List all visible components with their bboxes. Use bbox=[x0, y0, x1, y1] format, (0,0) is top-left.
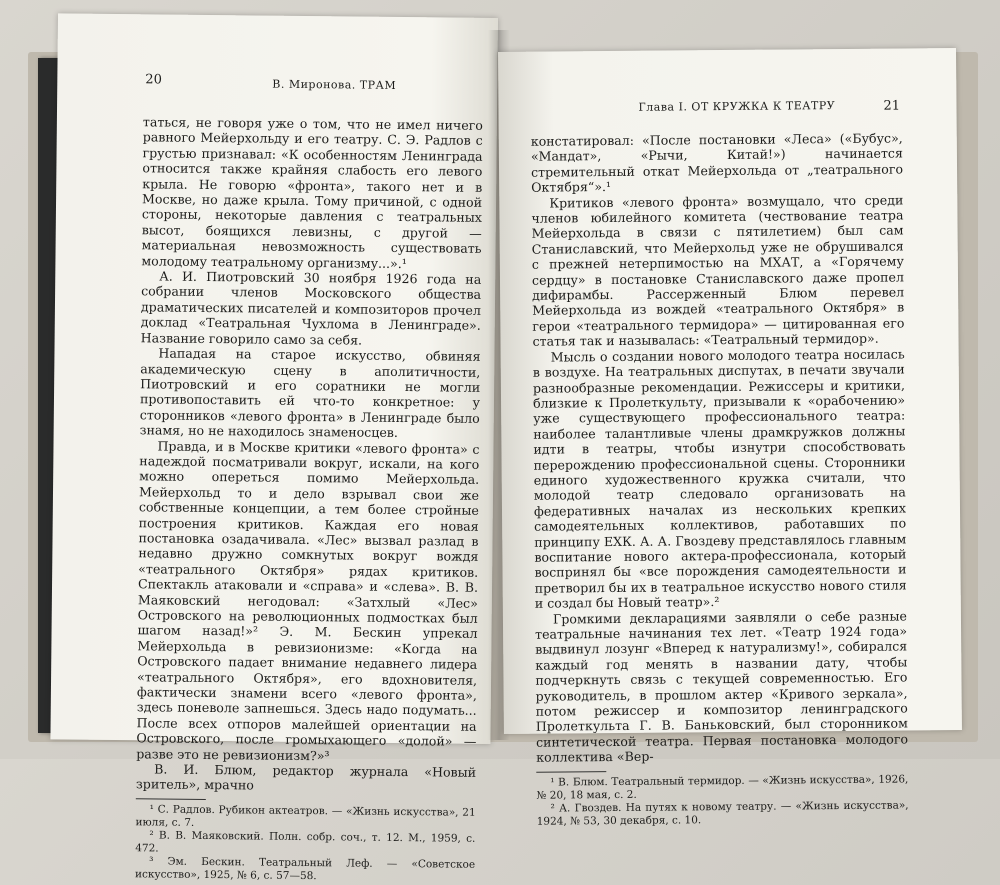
footnote: ¹ С. Радлов. Рубикон актеатров. — «Жизнь искусства», 21 июля, с. 7. bbox=[135, 803, 476, 829]
paragraph: В. И. Блюм, редактор журнала «Новый зритель», мрачно bbox=[135, 761, 477, 793]
paragraph: Критиков «левого фронта» возмущало, что среди членов юбилейного комитета (чествование театра Мейерхольда в связи с пятилетием) был сам Станиславский, что Мейерхольд уже не обрушивался с прежней нетерпимостью на МХАТ, а «Горячему сердцу» в постановке Станиславского даже пропел дифирамбы. Рассерженный Блюм перевел Мейерхольда из вождей «театрального Октября» в герои «театрального термидора» — цитированная его статья так и называлась: «Театральный термидор». bbox=[531, 192, 905, 349]
right-text-block bbox=[531, 130, 909, 828]
paragraph: А. И. Пиотровский 30 ноября 1926 года на собрании членов Московского общества драматических писателей и композиторов прочел доклад «Театральная Чухлома в Ленинграде». Название говорило само за себя. bbox=[140, 268, 482, 348]
left-page bbox=[50, 13, 498, 883]
footnote-rule bbox=[136, 798, 206, 800]
paragraph: Мысль о создании нового молодого театра носилась в воздухе. На театральных диспутах, в печати звучали разнообразные рекомендации. Режиссеры и критики, близкие к Пролеткульту, призывали к «орабочению» уже существующего профессионального театра: наиболее талантливые члены драмкружков должны идти в театры, чтобы изнутри способствовать перерождению профессиональной сцены. Сторонники единого художественного кружка считали, что молодой театр следовало организовать на федеративных началах из нескольких крепких самодеятельных коллективов, работавших по принципу ЕХК. А. А. Гвоздеву представлялось главным воспитание нового актера-профессионала, который воспринял бы «все порождения самодеятельности и претворил бы их в театральное искусство нового стиля и создал бы Новый театр».² bbox=[532, 346, 907, 611]
footnote-rule bbox=[536, 771, 606, 773]
paragraph: Громкими декларациями заявляли о себе разные театральные начинания тех лет. «Театр 1924 года» выдвинул лозунг «Вперед к натурализму!», собирался каждый год менять в названии дату, чтобы подчеркнуть связь с текущей современностью. Его руководитель, в прошлом актер «Кривого зеркала», потом режиссер и композитор ленинградского Пролеткульта Г. В. Баньковский, был сторонником синтетической театра. Первая постановка молодого коллектива «Вер- bbox=[535, 608, 909, 765]
left-text-block bbox=[135, 114, 483, 884]
right-page bbox=[498, 48, 962, 828]
right-page-number: 21 bbox=[883, 98, 901, 114]
left-page-number: 20 bbox=[145, 72, 162, 88]
footnote: ² А. Гвоздев. На путях к новому театру. — «Жизнь искусства», 1924, № 53, 30 декабря, с. 10. bbox=[536, 799, 909, 828]
right-footnotes bbox=[536, 773, 908, 828]
right-running-head: Глава I. ОТ КРУЖКА К ТЕАТРУ bbox=[638, 99, 836, 114]
paragraph: Нападая на старое искусство, обвиняя академическую сцену в аполитичности, Пиотровский и его соратники не могли противопоставить ей что-то конкретное: у сторонников «левого фронта» в Ленинграде было знамя, но не находилось знаменосцев. bbox=[139, 345, 481, 441]
paragraph: таться, не говоря уже о том, что не имел ничего равного Мейерхольду и его театру. С. Э. Радлов с грустью признавал: «К особенностям Ленинграда относится также крайняя слабость его левого крыла. Не говорю «фронта», такого нет и в Москве, но даже крыла. Тому причиной, с одной стороны, некоторые давления с театральных высот, боящихся левизны, с другой — материальная невозможность существовать молодому театральному организму...».¹ bbox=[141, 114, 483, 271]
left-running-head: В. Миронова. ТРАМ bbox=[272, 77, 397, 92]
footnote: ³ Эм. Бескин. Театральный Леф. — «Советское искусство», 1925, № 6, с. 57—58. bbox=[134, 855, 476, 883]
left-footnotes bbox=[135, 803, 476, 885]
footnote: ¹ В. Блюм. Театральный термидор. — «Жизнь искусства», 1926, № 20, 18 мая, с. 2. bbox=[536, 773, 909, 802]
paragraph: констатировал: «После постановки «Леса» («Бубус», «Мандат», «Рычи, Китай!») начинается стремительный откат Мейерхольда от „театрального Октября“».¹ bbox=[530, 130, 904, 195]
paragraph: Правда, и в Москве критики «левого фронта» с надеждой посматривали вокруг, искали, на кого можно опереться помимо Мейерхольда. Мейерхольд то и дело взрывал свои же собственные концепции, а тем более стройные построения критиков. Каждая его новая постановка озадачивала. «Лес» вызвал разлад в недавно дружно сомкнутых вокруг вождя «театрального Октября» рядах критиков. Спектакль атаковали и «справа» и «слева». В. В. Маяковский негодовал: «Затхлый «Лес» Островского на революционных подмостках был шагом назад!»² Э. М. Бескин упрекал Мейерхольда в ревизионизме: «Когда на Островского падает внимание недавнего лидера «театрального Октября», его вдохновителя, фактически знамени всего «левого фронта», здесь поневоле запнешься. Здесь надо подумать... После всех отпоров малейшей ориентации на Островского, после громыхающего «долой» — разве это не ревизионизм?»³ bbox=[136, 437, 480, 763]
footnote: ² В. В. Маяковский. Полн. собр. соч., т. 12. М., 1959, с. 472. bbox=[135, 829, 476, 855]
